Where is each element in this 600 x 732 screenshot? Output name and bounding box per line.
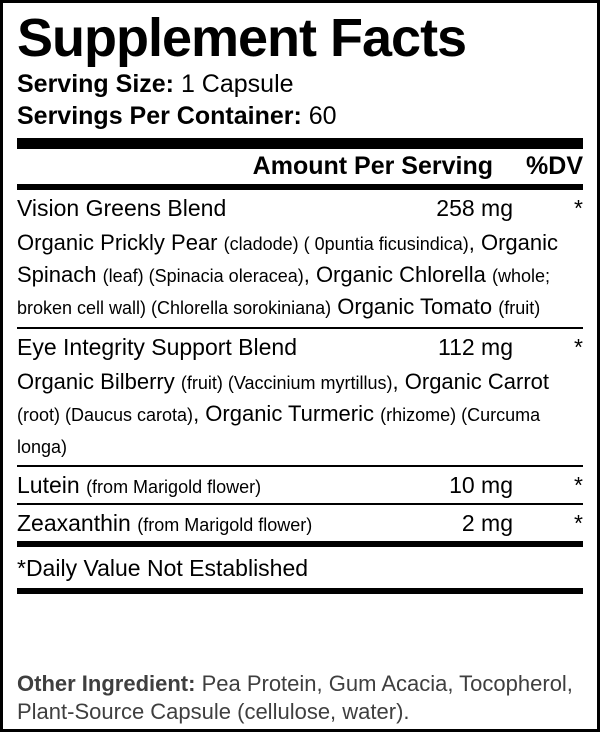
- servings-per-container-line: [17, 100, 583, 132]
- other-ingredients: [17, 670, 583, 725]
- other-ingredients-label: Other Ingredient:: [17, 671, 196, 696]
- column-header-amount: Amount Per Serving: [252, 152, 493, 181]
- other-ingredients-value: Pea Protein, Gum Acacia, Tocopherol, Plant-Source Capsule (cellulose, water).: [17, 671, 573, 724]
- divider-thick-top: [17, 138, 583, 149]
- page-title: Supplement Facts: [17, 8, 467, 68]
- nutrient-amount: 112 mg: [437, 333, 513, 360]
- desc-subtext: (whole; broken cell wall) (Chlorella sorokiniana): [17, 265, 551, 318]
- daily-value-footnote: *Daily Value Not Established: [17, 555, 309, 582]
- nutrient-name: [17, 510, 363, 536]
- nutrient-amount: 10 mg: [449, 472, 513, 499]
- desc-text: Organic Prickly Pear: [17, 230, 224, 256]
- table-row: [17, 190, 583, 226]
- serving-size-line: [17, 68, 583, 100]
- desc-text: Organic Bilberry: [17, 368, 181, 394]
- servings-per-container-label: Servings Per Container:: [17, 102, 302, 131]
- desc-text: , Organic Chlorella: [303, 261, 493, 287]
- desc-subtext: (rhizome) (Curcuma longa): [17, 404, 541, 457]
- nutrient-name-subtext: (from Marigold flower): [137, 515, 313, 536]
- column-header-dv: %DV: [526, 152, 583, 181]
- ingredient-description: [17, 365, 583, 466]
- table-header: [17, 149, 583, 184]
- desc-subtext: (cladode) ( 0puntia ficusindica): [223, 234, 469, 255]
- nutrient-name: [17, 472, 363, 498]
- desc-text: , Organic Spinach: [17, 230, 559, 287]
- nutrient-name-subtext: (from Marigold flower): [86, 477, 262, 498]
- divider-medium-footer: [17, 588, 583, 594]
- nutrient-name: Vision Greens Blend: [17, 195, 227, 222]
- nutrient-amount: 258 mg: [436, 195, 513, 222]
- desc-subtext: (fruit) (Vaccinium myrtillus): [180, 372, 393, 393]
- desc-text: , Organic Turmeric: [193, 400, 381, 426]
- serving-size-value: 1 Capsule: [180, 70, 294, 99]
- table-row: [17, 505, 583, 541]
- nutrient-dv: *: [574, 510, 583, 537]
- nutrient-dv: *: [574, 472, 583, 499]
- nutrient-name-text: Zeaxanthin: [17, 510, 138, 537]
- table-row: [17, 467, 583, 503]
- ingredient-description: [17, 226, 583, 327]
- desc-subtext: (fruit): [498, 297, 541, 318]
- nutrient-name-text: Lutein: [17, 472, 87, 499]
- nutrient-name: Eye Integrity Support Blend: [17, 333, 297, 360]
- desc-text: , Organic Carrot: [392, 368, 550, 394]
- serving-size-label: Serving Size:: [17, 70, 174, 99]
- nutrient-dv: *: [574, 195, 583, 222]
- nutrient-amount: 2 mg: [461, 510, 513, 537]
- desc-subtext: (leaf) (Spinacia oleracea): [102, 265, 304, 286]
- servings-per-container-value: 60: [308, 102, 337, 131]
- table-row: [17, 329, 583, 365]
- desc-text: Organic Tomato: [331, 293, 499, 319]
- nutrient-dv: *: [574, 333, 583, 360]
- desc-subtext: (root) (Daucus carota): [17, 404, 194, 425]
